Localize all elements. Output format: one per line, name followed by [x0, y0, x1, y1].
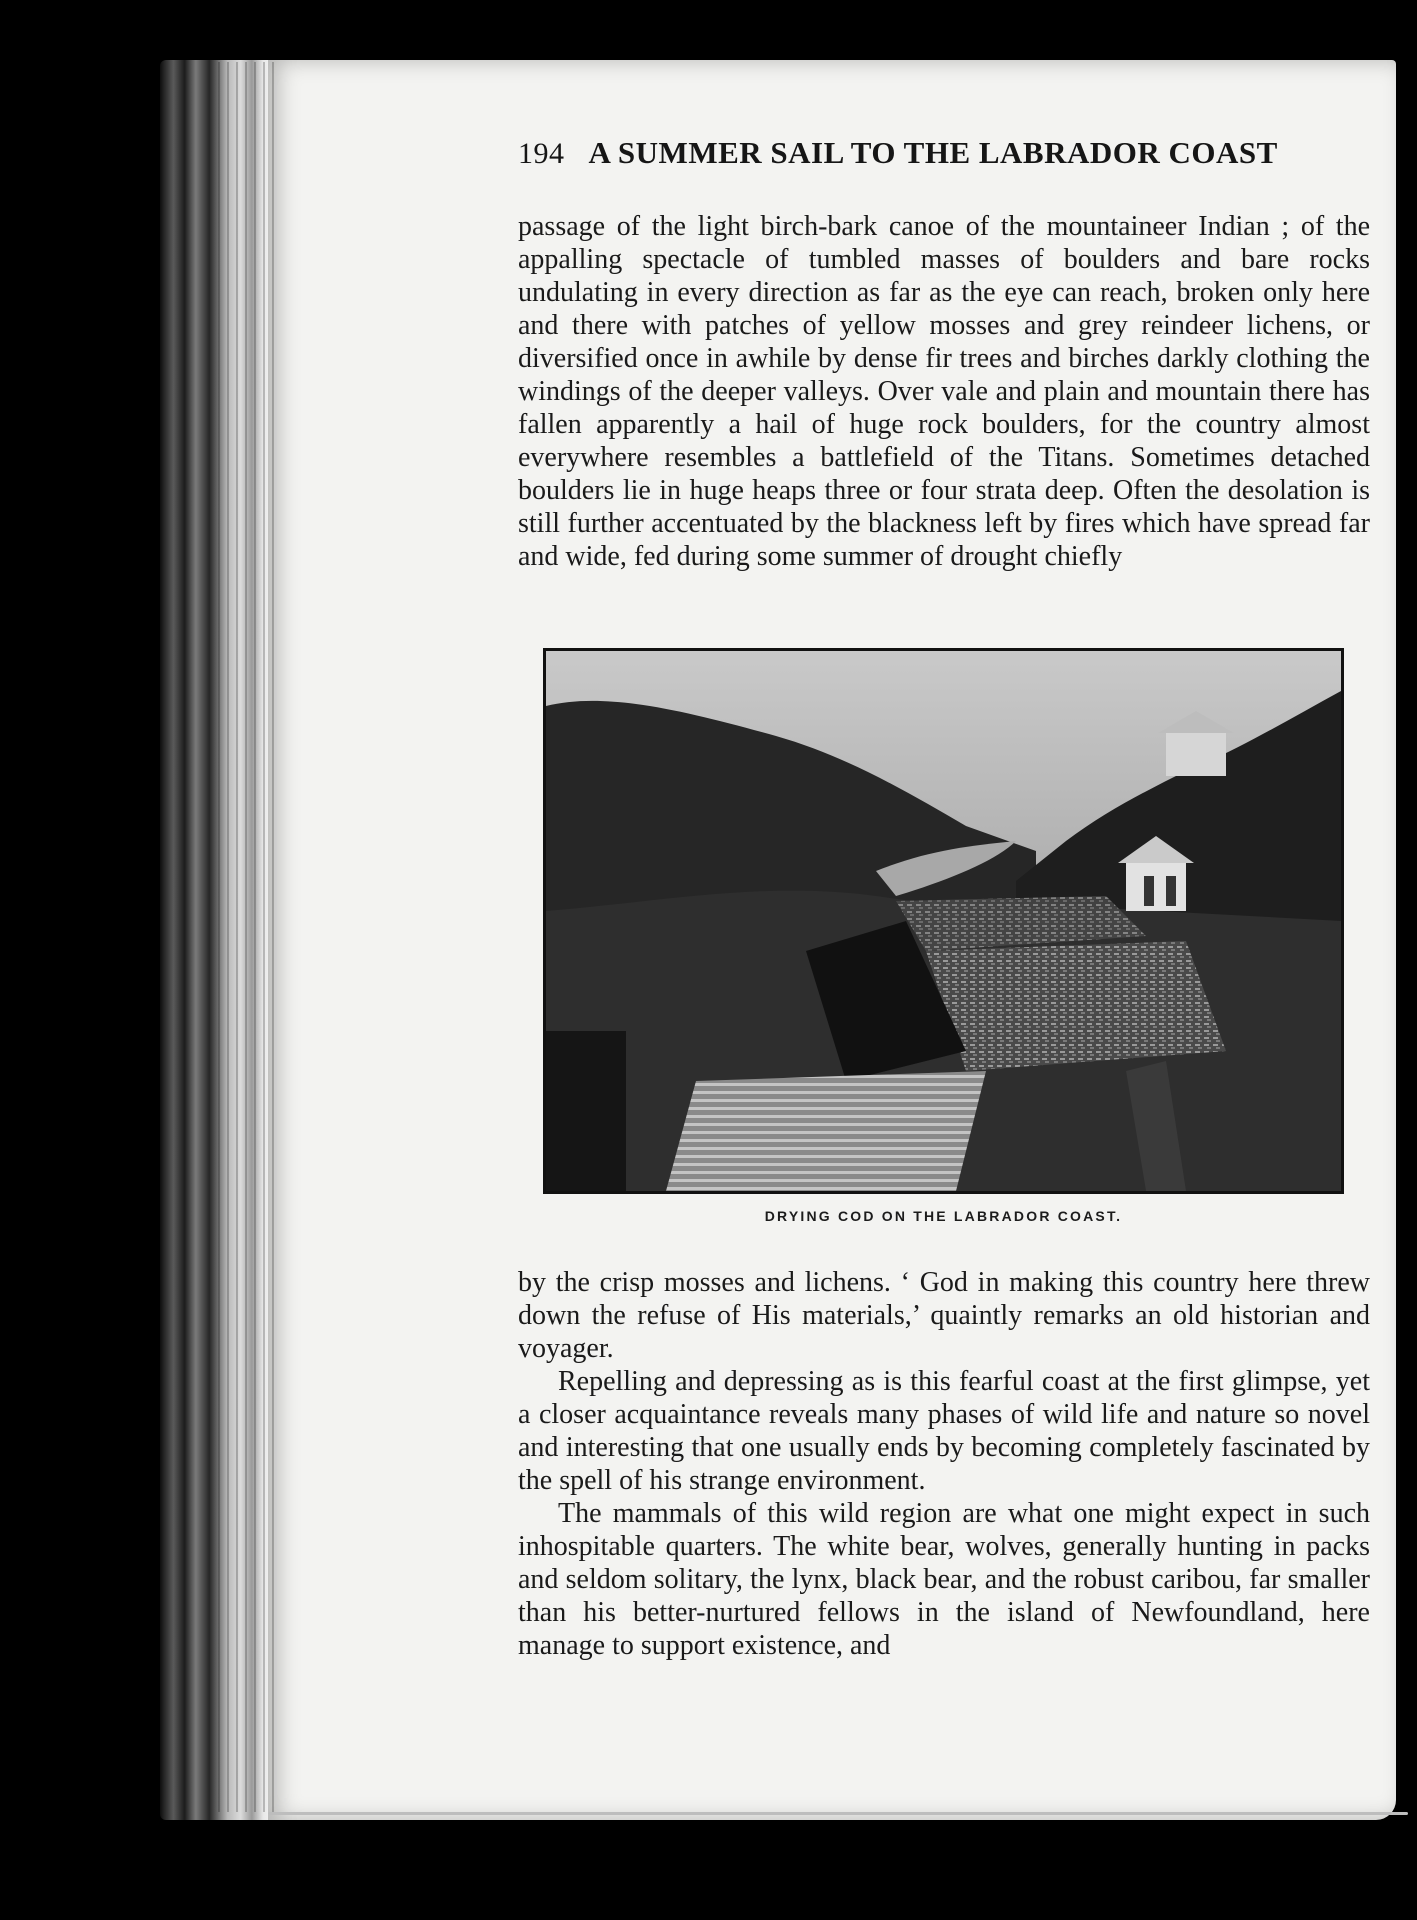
- photograph: [543, 648, 1344, 1194]
- photo-scene: [546, 651, 1341, 1191]
- page-number: 194: [518, 137, 565, 170]
- paragraph: by the crisp mosses and lichens. ‘ God in making this country here threw down the refuse of His materials,’ quaintly remarks an old historian and voyager.: [518, 1267, 1370, 1364]
- body-text-top: [518, 210, 1370, 573]
- paragraph: Repelling and depressing as is this fearful coast at the first glimpse, yet a closer acquaintance reveals many phases of wild life and nature so novel and interesting that one usually ends by becoming completely fascinated by the spell of his strange environment.: [518, 1366, 1370, 1496]
- body-text-bottom: [518, 1266, 1370, 1662]
- running-title: A SUMMER SAIL TO THE LABRADOR COAST: [588, 135, 1278, 170]
- paragraph: passage of the light birch-bark canoe of the mountaineer Indian ; of the appalling spectacle of tumbled masses of boulders and bare rocks undulating in every direction as far as the eye can reach, broken only here and there with patches of yellow mosses and grey reindeer lichens, or diversified once in awhile by dense fir trees and birches darkly clothing the windings of the deeper valleys. Over vale and plain and mountain there has fallen apparently a hail of huge rock boulders, for the country almost everywhere resembles a battlefield of the Titans. Sometimes detached boulders lie in huge heaps three or four strata deep. Often the desolation is still further accentuated by the blackness left by fires which have spread far and wide, fed during some summer of drought chiefly: [518, 211, 1370, 572]
- photo-caption: DRYING COD ON THE LABRADOR COAST.: [764, 1208, 1123, 1224]
- paragraph: The mammals of this wild region are what one might expect in such inhospitable quarters. The white bear, wolves, generally hunting in packs and seldom solitary, the lynx, black bear, and the robust caribou, far smaller than his better-nurtured fellows in the island of Newfoundland, here manage to support existence, and: [518, 1498, 1370, 1661]
- page-bottom-edge: [268, 1812, 1408, 1815]
- running-header: [518, 135, 1288, 179]
- page-edges: [218, 62, 278, 1812]
